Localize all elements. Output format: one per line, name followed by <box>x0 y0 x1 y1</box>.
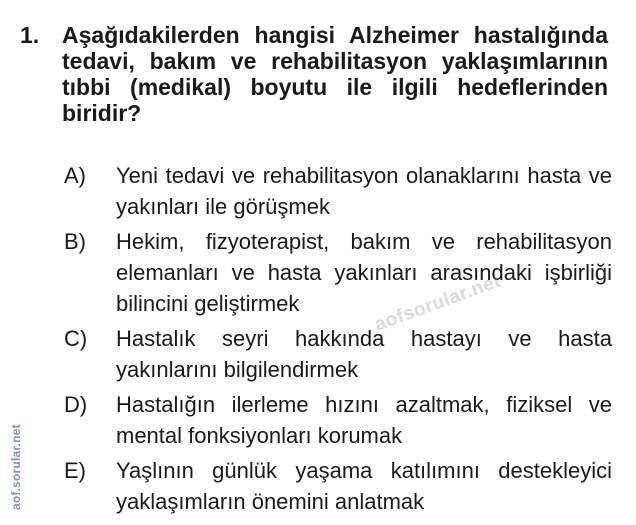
option-e[interactable] <box>64 455 612 517</box>
side-watermark: aof.sorular.net <box>9 424 23 510</box>
option-c-text: Hastalık seyri hakkında hastayı ve hasta yakınlarını bilgilendirmek <box>116 326 612 382</box>
option-a-text: Yeni tedavi ve rehabilitasyon olanaklarını hasta ve yakınları ile görüşmek <box>116 163 612 219</box>
answer-options <box>64 160 612 521</box>
option-c-letter: C) <box>64 326 88 351</box>
question-number: 1. <box>20 22 40 48</box>
question-text: Aşağıdakilerden hangisi Alzheimer hastalığında tedavi, bakım ve rehabilitasyon yaklaşımlarının tıbbi (medikal) boyutu ile ilgili hedeflerinden biridir? <box>62 22 608 126</box>
option-d-letter: D) <box>64 392 88 417</box>
option-a-letter: A) <box>64 163 86 188</box>
option-b[interactable] <box>64 226 612 319</box>
option-d-text: Hastalığın ilerleme hızını azaltmak, fiziksel ve mental fonksiyonları korumak <box>116 392 612 448</box>
option-e-letter: E) <box>64 458 86 483</box>
option-b-text: Hekim, fizyoterapist, bakım ve rehabilitasyon elemanları ve hasta yakınları arasındaki işbirliği bilincini geliştirmek <box>116 229 612 316</box>
option-e-text: Yaşlının günlük yaşama katılımını destekleyici yaklaşımların önemini anlatmak <box>116 458 612 514</box>
diagonal-watermark: aofsorular.net <box>372 270 504 336</box>
option-b-letter: B) <box>64 229 86 254</box>
option-c[interactable] <box>64 323 612 385</box>
option-d[interactable] <box>64 389 612 451</box>
option-a[interactable] <box>64 160 612 222</box>
